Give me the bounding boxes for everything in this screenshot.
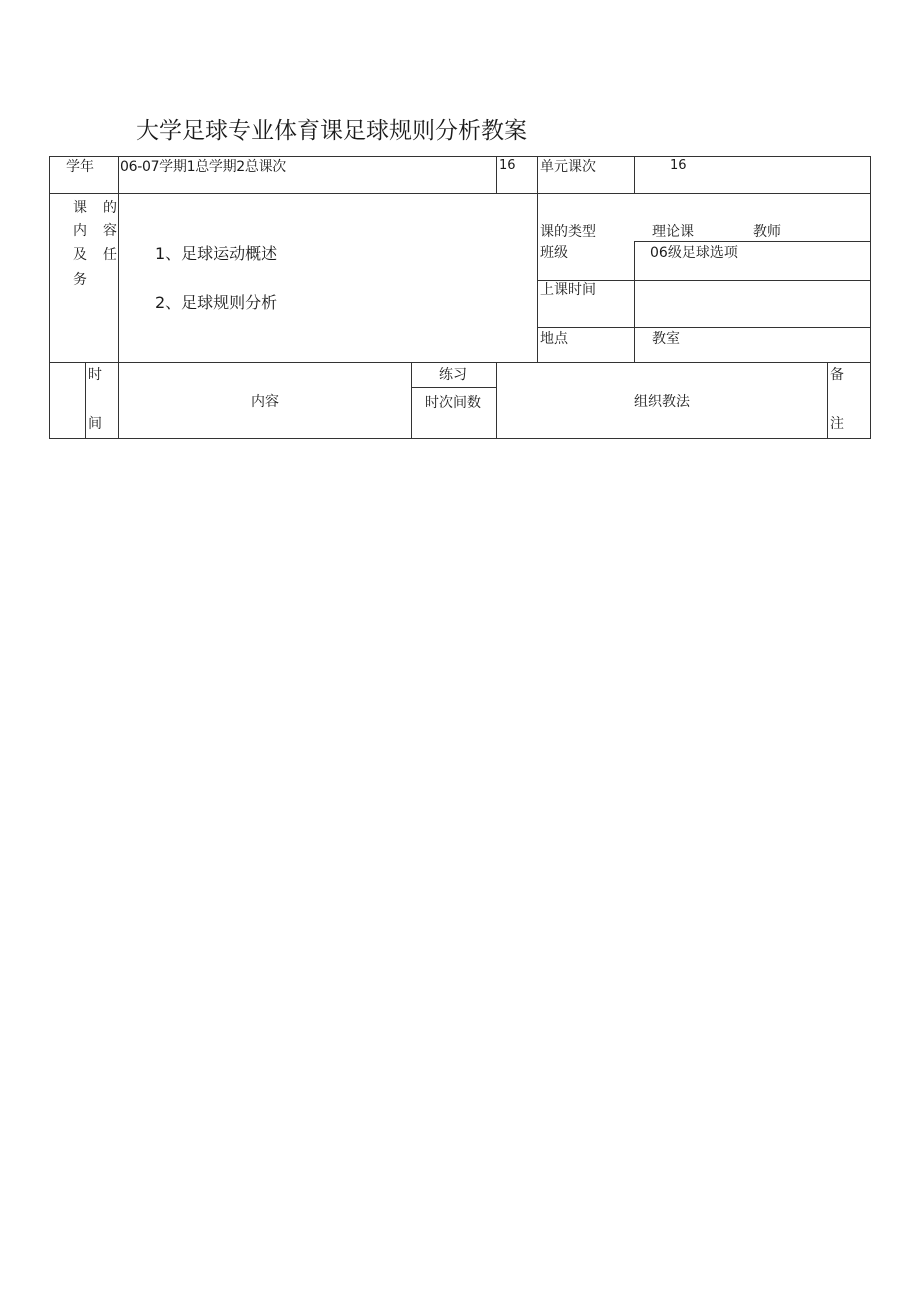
location-label: 地点	[540, 331, 568, 347]
class-time-label: 上课时间	[540, 282, 596, 298]
practice-sub-header: 时次间数	[425, 395, 481, 411]
task-label-char: 课	[73, 200, 87, 216]
task-label-char: 任	[103, 247, 117, 263]
time-col-header: 间	[88, 416, 102, 432]
class-value: 06级足球选项	[650, 245, 738, 261]
task-label-char: 及	[73, 247, 87, 263]
content-col-header: 内容	[251, 394, 279, 410]
note-col-header: 备	[830, 367, 844, 383]
method-col-header: 组织教法	[634, 394, 690, 410]
note-col-header: 注	[830, 416, 844, 432]
class-label: 班级	[540, 245, 568, 261]
total-lesson-count: 16	[499, 158, 516, 173]
task-label-char: 内	[73, 223, 87, 239]
lesson-type-value: 理论课	[652, 224, 694, 240]
unit-lesson-label: 单元课次	[540, 159, 596, 175]
task-label-char: 容	[103, 223, 117, 239]
page-title: 大学足球专业体育课足球规则分析教案	[136, 118, 527, 144]
task-label-char: 务	[73, 272, 87, 288]
task-item: 2、足球规则分析	[155, 293, 278, 312]
lesson-type-label: 课的类型	[540, 224, 596, 240]
time-col-header: 时	[88, 367, 102, 383]
task-label-char: 的	[103, 200, 117, 216]
teacher-label: 教师	[753, 224, 781, 240]
practice-col-header: 练习	[439, 367, 467, 383]
location-value: 教室	[652, 331, 680, 347]
term-info: 06-07学期1总学期2总课次	[120, 159, 286, 175]
task-item: 1、足球运动概述	[155, 244, 278, 263]
academic-year-label: 学年	[66, 159, 94, 175]
unit-lesson-value: 16	[670, 158, 687, 173]
